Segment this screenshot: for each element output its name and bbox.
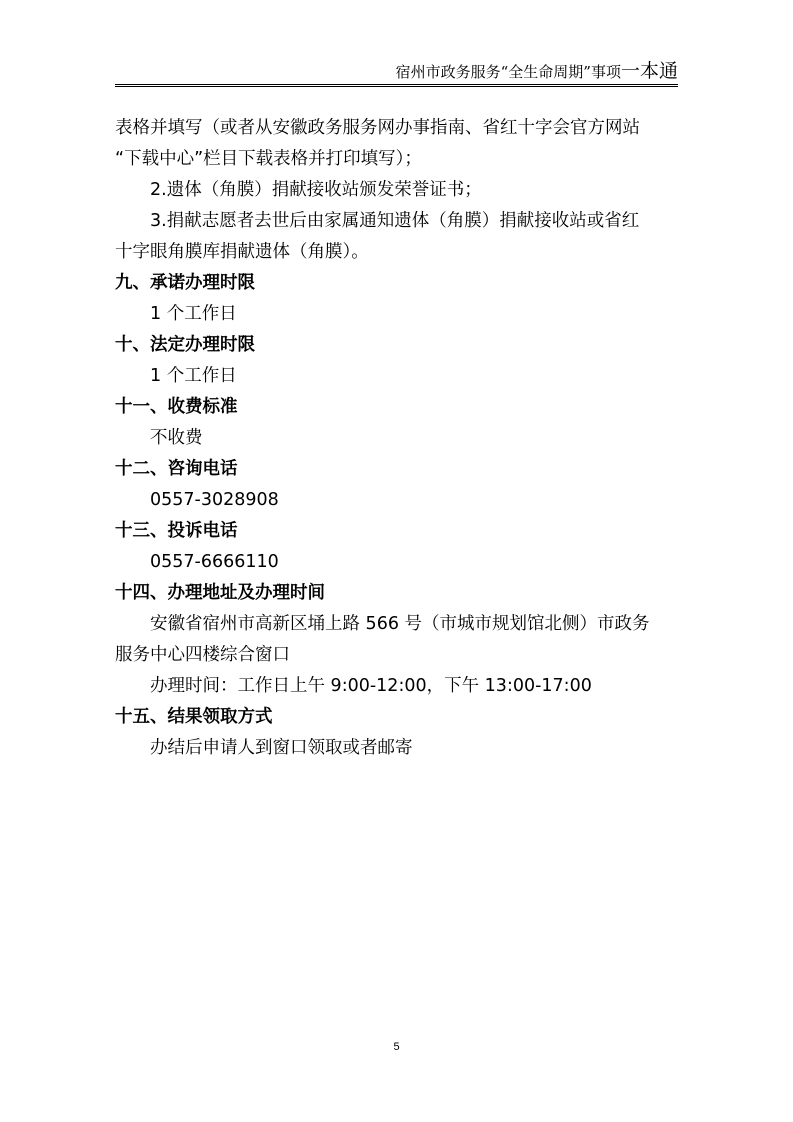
running-header <box>115 60 678 83</box>
section-heading: 十一、收费标准 <box>115 397 238 417</box>
body-text-line: 十字眼角膜库捐献遗体（角膜）。 <box>115 242 369 262</box>
body-text-line: 办结后申请人到窗口领取或者邮寄 <box>150 738 413 758</box>
header-title-suffix: 一本通 <box>620 60 678 82</box>
body-text-line: 安徽省宿州市高新区埇上路 566 号（市城市规划馆北侧）市政务 <box>150 614 650 634</box>
header-rule <box>115 84 678 87</box>
body-text-line: 办理时间：工作日上午 9:00-12:00，下午 13:00-17:00 <box>150 676 592 696</box>
section-heading: 十五、结果领取方式 <box>115 707 273 727</box>
body-text-line: 3.捐献志愿者去世后由家属通知遗体（角膜）捐献接收站或省红 <box>150 211 640 231</box>
section-heading: 十三、投诉电话 <box>115 521 238 541</box>
body-text-line: 0557-3028908 <box>150 490 279 510</box>
section-heading: 十、法定办理时限 <box>115 335 255 355</box>
body-text-line: 表格并填写（或者从安徽政务服务网办事指南、省红十字会官方网站 <box>115 118 640 138</box>
body-text-line: 不收费 <box>150 428 203 448</box>
body-text-line: 服务中心四楼综合窗口 <box>115 645 290 665</box>
body-text-line: 1 个工作日 <box>150 304 237 324</box>
section-heading: 十四、办理地址及办理时间 <box>115 583 325 603</box>
section-heading: 九、承诺办理时限 <box>115 273 255 293</box>
body-text-line: 2.遗体（角膜）捐献接收站颁发荣誉证书； <box>150 180 482 200</box>
body-text-line: 0557-6666110 <box>150 552 279 572</box>
page-number: 5 <box>393 1041 400 1053</box>
document-body <box>115 113 678 764</box>
body-text-line: “下载中心”栏目下载表格并打印填写）； <box>115 149 422 169</box>
header-title: 宿州市政务服务“全生命周期”事项 <box>395 63 621 81</box>
section-heading: 十二、咨询电话 <box>115 459 238 479</box>
body-text-line: 1 个工作日 <box>150 366 237 386</box>
